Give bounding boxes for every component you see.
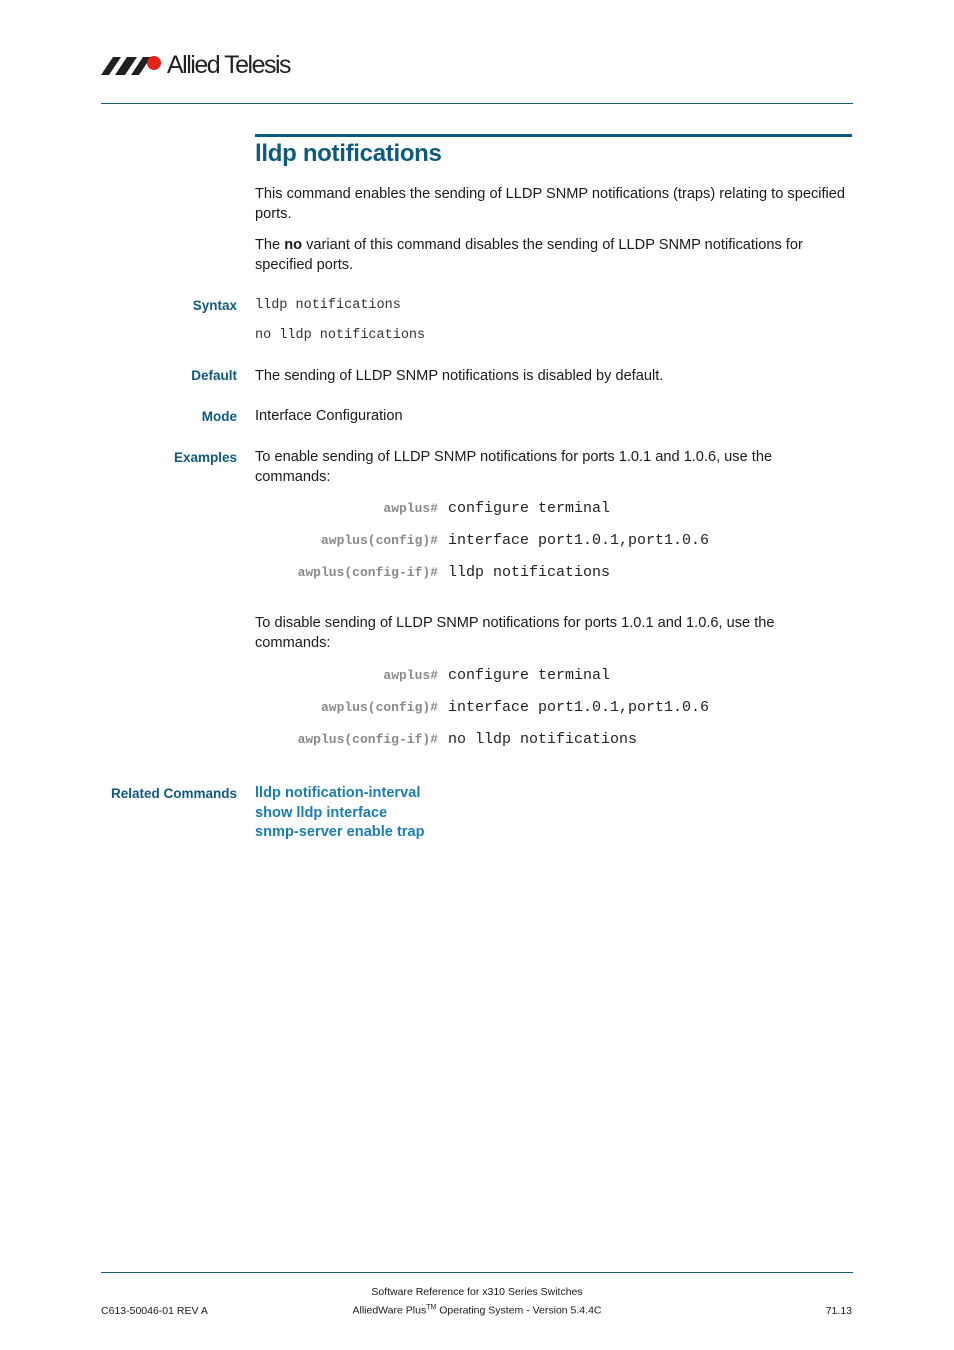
enable-example-intro: To enable sending of LLDP SNMP notifications for ports 1.0.1 and 1.0.6, use the commands: <box>255 449 773 485</box>
trademark-mark: TM <box>426 1304 437 1311</box>
header-rule <box>101 103 853 104</box>
intro-paragraph-1: This command enables the sending of LLDP SNMP notifications (traps) relating to specified ports. <box>255 186 846 222</box>
cli-command: configure terminal <box>448 667 611 684</box>
cli-command: no lldp notifications <box>448 731 638 748</box>
cli-command: interface port1.0.1,port1.0.6 <box>448 699 710 716</box>
default-label: Default <box>191 368 237 383</box>
title-bar <box>255 134 852 137</box>
footer-os-version: Operating System - Version 5.4.4C <box>436 1304 602 1317</box>
allied-telesis-logo <box>101 50 290 80</box>
command-row <box>0 562 954 584</box>
mode-text: Interface Configuration <box>255 408 403 424</box>
cli-command: interface port1.0.1,port1.0.6 <box>448 532 710 549</box>
examples-label: Examples <box>173 450 237 465</box>
syntax-label: Syntax <box>192 298 237 313</box>
intro-text: variant of this command disables the sending of LLDP SNMP notifications for specified ports. <box>255 237 803 273</box>
footer-rule <box>101 1272 853 1273</box>
syntax-line-1: lldp notifications <box>255 298 401 313</box>
link-show-lldp-interface[interactable]: show lldp interface <box>255 805 388 821</box>
command-row <box>0 530 954 552</box>
cli-prompt: awplus# <box>383 501 438 516</box>
link-snmp-server-enable-trap[interactable]: snmp-server enable trap <box>255 824 425 840</box>
cli-prompt: awplus(config)# <box>320 700 438 715</box>
intro-paragraph-2 <box>255 236 845 275</box>
command-row <box>0 697 954 719</box>
intro-text: The <box>255 237 285 253</box>
cli-prompt: awplus(config)# <box>320 533 438 548</box>
page-title: lldp notifications <box>255 140 442 167</box>
command-row <box>0 498 954 520</box>
cli-prompt: awplus(config-if)# <box>297 732 438 747</box>
footer-doc-id: C613-50046-01 REV A <box>101 1305 208 1317</box>
footer-title: Software Reference for x310 Series Switches <box>371 1286 583 1298</box>
mode-label: Mode <box>201 409 237 424</box>
command-row <box>0 729 954 751</box>
related-commands-label: Related Commands <box>110 786 237 801</box>
command-row <box>0 665 954 687</box>
footer-product: AlliedWare Plus <box>352 1304 427 1317</box>
link-lldp-notification-interval[interactable]: lldp notification-interval <box>255 785 421 801</box>
syntax-line-2: no lldp notifications <box>255 328 426 343</box>
cli-prompt: awplus# <box>383 668 438 683</box>
disable-example-intro: To disable sending of LLDP SNMP notifications for ports 1.0.1 and 1.0.6, use the commands: <box>255 615 775 651</box>
cli-command: configure terminal <box>448 500 611 517</box>
logo-mark-icon <box>101 54 163 76</box>
no-keyword: no <box>284 237 303 253</box>
cli-command: lldp notifications <box>448 564 611 581</box>
cli-prompt: awplus(config-if)# <box>297 565 438 580</box>
logo-wordmark: Allied Telesis <box>167 51 291 79</box>
page-number: 71.13 <box>825 1305 852 1317</box>
default-text: The sending of LLDP SNMP notifications is disabled by default. <box>255 368 664 384</box>
